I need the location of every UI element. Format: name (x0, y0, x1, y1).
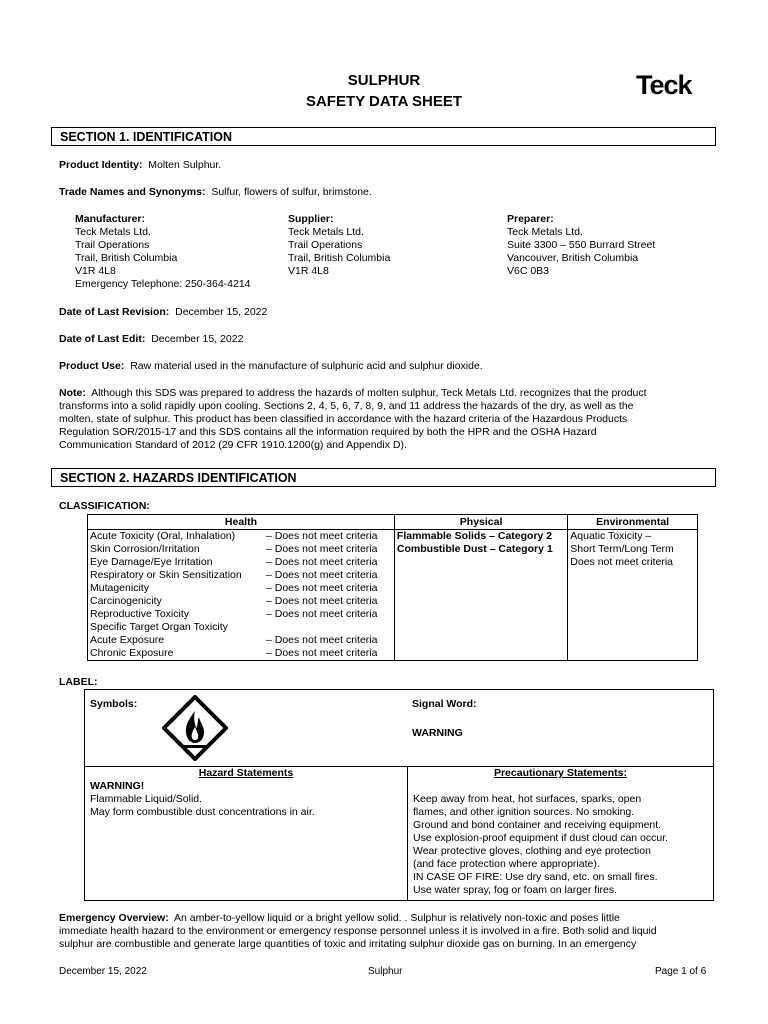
emergency-overview-line: An amber-to-yellow liquid or a bright yellow solid. . Sulphur is relatively non-toxic and poses little (174, 912, 620, 924)
hazard-statements (85, 767, 407, 819)
precautionary-statement: (and face protection where appropriate). (413, 858, 600, 870)
product-use-label: Product Use: (59, 360, 125, 372)
precautionary-heading: Precautionary Statements: (493, 767, 628, 779)
classification-table (87, 514, 698, 661)
last-edit-label: Date of Last Edit: (59, 333, 146, 345)
manufacturer-line: Teck Metals Ltd. (75, 226, 151, 238)
preparer-label: Preparer: (507, 213, 554, 225)
preparer-line: Vancouver, British Columbia (507, 252, 639, 264)
hazard-statement: May form combustible dust concentrations in air. (90, 806, 315, 818)
health-row (90, 569, 392, 582)
health-hazard-name: Skin Corrosion/Irritation (90, 543, 200, 555)
health-row (90, 634, 392, 647)
health-hazard-value: – Does not meet criteria (266, 530, 378, 542)
precautionary-statement: Use water spray, fog or foam on larger fires. (413, 884, 618, 896)
last-revision-label: Date of Last Revision: (59, 306, 170, 318)
health-hazard-name: Reproductive Toxicity (90, 608, 190, 620)
precautionary-statements (408, 767, 713, 897)
title-line-1: SULPHUR (347, 72, 421, 89)
preparer-line: Suite 3300 – 550 Burrard Street (507, 239, 656, 251)
physical-hazard: Flammable Solids – Category 2 (396, 530, 553, 542)
manufacturer-label: Manufacturer: (75, 213, 146, 225)
manufacturer-line: V1R 4L8 (75, 265, 116, 277)
supplier-line: Teck Metals Ltd. (288, 226, 364, 238)
signal-word-label: Signal Word: (412, 698, 477, 710)
footer-product: Sulphur (368, 966, 403, 977)
title-line-2: SAFETY DATA SHEET (305, 93, 463, 110)
health-hazard-value: – Does not meet criteria (266, 647, 378, 659)
note-line: Although this SDS was prepared to address the hazards of molten sulphur, Teck Metals Ltd. recognizes that the product (91, 387, 647, 399)
trade-names-value: Sulfur, flowers of sulfur, brimstone. (211, 186, 372, 198)
preparer-block (507, 213, 655, 278)
health-hazard-value: – Does not meet criteria (266, 608, 378, 620)
environmental-column-header: Environmental (568, 515, 698, 530)
precautionary-statement: Use explosion-proof equipment if dust cloud can occur. (413, 832, 669, 844)
note-paragraph (59, 387, 719, 452)
hazard-statements-heading: Hazard Statements (198, 767, 294, 779)
hazard-statement: Flammable Liquid/Solid. (90, 793, 203, 805)
supplier-line: Trail Operations (288, 239, 363, 251)
health-row (90, 556, 392, 569)
product-identity (59, 159, 719, 172)
health-row (90, 608, 392, 621)
symbols-label: Symbols: (90, 698, 138, 710)
health-hazard-name: Acute Toxicity (Oral, Inhalation) (90, 530, 236, 542)
health-hazard-value: – Does not meet criteria (266, 582, 378, 594)
trade-names (59, 186, 719, 199)
classification-label: CLASSIFICATION: (59, 500, 150, 512)
health-hazard-value: – Does not meet criteria (266, 634, 378, 646)
emergency-overview (59, 912, 719, 951)
manufacturer-line: Trail, British Columbia (75, 252, 178, 264)
label-box (84, 689, 714, 901)
product-use-value: Raw material used in the manufacture of sulphuric acid and sulphur dioxide. (130, 360, 483, 372)
health-hazard-value: – Does not meet criteria (266, 543, 378, 555)
manufacturer-block (75, 213, 251, 291)
last-edit (59, 333, 719, 346)
emergency-telephone: Emergency Telephone: 250-364-4214 (75, 278, 251, 290)
preparer-line: Teck Metals Ltd. (507, 226, 583, 238)
environmental-hazard-line: Short Term/Long Term (570, 543, 674, 555)
physical-cell (394, 530, 567, 661)
supplier-line: V1R 4L8 (288, 265, 329, 277)
last-edit-value: December 15, 2022 (151, 333, 244, 345)
health-hazard-name: Carcinogenicity (90, 595, 162, 607)
supplier-line: Trail, British Columbia (288, 252, 391, 264)
precautionary-statement: Wear protective gloves, clothing and eye protection (413, 845, 651, 857)
health-cell (88, 530, 395, 661)
last-revision (59, 306, 719, 319)
health-hazard-name: Mutagenicity (90, 582, 149, 594)
note-line: Communication Standard of 2012 (29 CFR 1910.1200(g) and Appendix D). (59, 439, 407, 451)
precautionary-statement: IN CASE OF FIRE: Use dry sand, etc. on small fires. (413, 871, 658, 883)
emergency-overview-line: sulphur are combustible and generate large quantities of toxic and irritating sulphur dioxide gas on burning. In an emergency (59, 938, 637, 950)
note-label: Note: (59, 387, 86, 399)
product-identity-label: Product Identity: (59, 159, 143, 171)
preparer-line: V6C 0B3 (507, 265, 550, 277)
supplier-label: Supplier: (288, 213, 334, 225)
health-row (90, 621, 392, 634)
physical-hazard: Combustible Dust – Category 1 (396, 543, 553, 555)
environmental-hazard-line: Does not meet criteria (570, 556, 673, 568)
health-hazard-value: – Does not meet criteria (266, 595, 378, 607)
footer-page-number: Page 1 of 6 (655, 966, 707, 977)
environmental-cell (568, 530, 698, 661)
signal-word-value: WARNING (412, 727, 463, 739)
physical-column-header: Physical (394, 515, 567, 530)
health-column-header: Health (88, 515, 395, 530)
health-hazard-name: Respiratory or Skin Sensitization (90, 569, 242, 581)
health-row (90, 647, 392, 660)
note-line: transforms into a solid rapidly upon cooling. Sections 2, 4, 5, 6, 7, 8, 9, and 11 address the hazards of the dry, as well as the (59, 400, 634, 412)
trade-names-label: Trade Names and Synonyms: (59, 186, 206, 198)
section-1-heading: SECTION 1. IDENTIFICATION (51, 127, 716, 146)
precautionary-statement: Ground and bond container and receiving equipment. (413, 819, 662, 831)
precautionary-statement: Keep away from heat, hot surfaces, sparks, open (413, 793, 642, 805)
product-use (59, 360, 719, 373)
health-hazard-name: Acute Exposure (90, 634, 165, 646)
label-heading: LABEL: (59, 676, 98, 688)
health-hazard-value: – Does not meet criteria (266, 569, 378, 581)
flame-pictogram-icon (162, 695, 228, 761)
environmental-hazard-line: Aquatic Toxicity – (570, 530, 652, 542)
product-identity-value: Molten Sulphur. (148, 159, 222, 171)
precautionary-statement: flames, and other ignition sources. No smoking. (413, 806, 635, 818)
health-row (90, 595, 392, 608)
supplier-block (288, 213, 390, 278)
emergency-overview-label: Emergency Overview: (59, 912, 169, 924)
manufacturer-line: Trail Operations (75, 239, 150, 251)
section-2-heading: SECTION 2. HAZARDS IDENTIFICATION (51, 468, 716, 487)
health-hazard-value: – Does not meet criteria (266, 556, 378, 568)
health-row (90, 543, 392, 556)
health-hazard-name: Specific Target Organ Toxicity (90, 621, 228, 633)
teck-logo: Teck (636, 70, 692, 100)
footer-date: December 15, 2022 (59, 966, 147, 977)
emergency-overview-line: immediate health hazard to the environment or emergency response personnel unless it is involved in a fire. Both solid and liquid (59, 925, 657, 937)
last-revision-value: December 15, 2022 (175, 306, 268, 318)
health-row (90, 582, 392, 595)
note-line: molten, state of sulphur. This product has been classified in accordance with the hazard criteria of the Hazardous Products (59, 413, 628, 425)
note-line: Regulation SOR/2015-17 and this SDS contains all the information required by both the HPR and the OSHA Hazard (59, 426, 597, 438)
hazard-warning: WARNING! (90, 780, 145, 792)
health-hazard-name: Chronic Exposure (90, 647, 174, 659)
health-hazard-name: Eye Damage/Eye Irritation (90, 556, 213, 568)
health-row (90, 530, 392, 543)
